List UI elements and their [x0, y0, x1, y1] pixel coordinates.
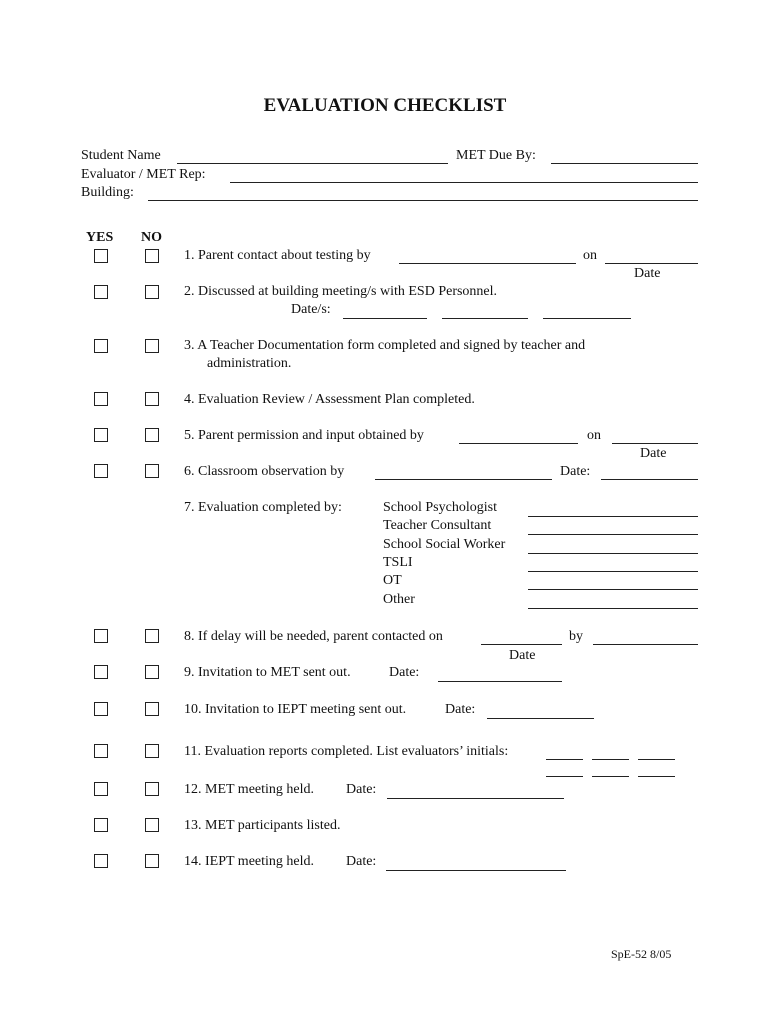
evaluator-label: Evaluator / MET Rep:	[81, 167, 206, 182]
item-14-no-checkbox[interactable]	[145, 854, 159, 868]
building-field[interactable]	[148, 200, 698, 201]
item-5-text: 5. Parent permission and input obtained by	[184, 428, 424, 443]
initials-field[interactable]	[546, 759, 583, 760]
item-10-date-field[interactable]	[487, 718, 594, 719]
item-12-no-checkbox[interactable]	[145, 782, 159, 796]
role-tsli-field[interactable]	[528, 571, 698, 572]
item-10-text: 10. Invitation to IEPT meeting sent out.	[184, 702, 407, 717]
item-5-yes-checkbox[interactable]	[94, 428, 108, 442]
item-9-yes-checkbox[interactable]	[94, 665, 108, 679]
item-11-yes-checkbox[interactable]	[94, 744, 108, 758]
item-6-text: 6. Classroom observation by	[184, 464, 345, 479]
item-1-date-caption: Date	[634, 266, 661, 281]
item-12-yes-checkbox[interactable]	[94, 782, 108, 796]
initials-field[interactable]	[638, 776, 675, 777]
role-other-field[interactable]	[528, 608, 698, 609]
item-1-by-field[interactable]	[399, 263, 576, 264]
item-3-yes-checkbox[interactable]	[94, 339, 108, 353]
student-name-label: Student Name	[81, 148, 161, 163]
evaluator-field[interactable]	[230, 182, 698, 183]
item-3-text-line1: 3. A Teacher Documentation form completed and signed by teacher and	[184, 338, 586, 353]
role-label: Other	[383, 592, 415, 607]
item-13-yes-checkbox[interactable]	[94, 818, 108, 832]
item-7-text: 7. Evaluation completed by:	[184, 500, 342, 515]
item-8-yes-checkbox[interactable]	[94, 629, 108, 643]
role-label: OT	[383, 573, 402, 588]
item-1-on-label: on	[583, 248, 597, 263]
item-14-yes-checkbox[interactable]	[94, 854, 108, 868]
item-4-yes-checkbox[interactable]	[94, 392, 108, 406]
item-12-date-field[interactable]	[387, 798, 564, 799]
item-5-no-checkbox[interactable]	[145, 428, 159, 442]
item-13-text: 13. MET participants listed.	[184, 818, 341, 833]
item-10-no-checkbox[interactable]	[145, 702, 159, 716]
met-due-label: MET Due By:	[456, 148, 536, 163]
item-6-observer-field[interactable]	[375, 479, 552, 480]
item-14-date-field[interactable]	[386, 870, 566, 871]
item-2-date-field-3[interactable]	[543, 318, 631, 319]
met-due-field[interactable]	[551, 163, 698, 164]
item-12-text: 12. MET meeting held.	[184, 782, 314, 797]
item-14-date-label: Date:	[346, 854, 377, 869]
item-2-text: 2. Discussed at building meeting/s with ESD Personnel.	[184, 284, 498, 299]
yes-column-header: YES	[86, 230, 114, 245]
item-5-date-caption: Date	[640, 446, 667, 461]
item-4-no-checkbox[interactable]	[145, 392, 159, 406]
building-label: Building:	[81, 185, 134, 200]
item-2-no-checkbox[interactable]	[145, 285, 159, 299]
item-3-text-line2: administration.	[207, 356, 292, 371]
item-4-text: 4. Evaluation Review / Assessment Plan completed.	[184, 392, 475, 407]
item-5-date-field[interactable]	[612, 443, 698, 444]
item-5-by-field[interactable]	[459, 443, 578, 444]
item-12-date-label: Date:	[346, 782, 377, 797]
role-label: Teacher Consultant	[383, 518, 492, 533]
item-8-by-field[interactable]	[593, 644, 698, 645]
item-9-no-checkbox[interactable]	[145, 665, 159, 679]
item-6-date-field[interactable]	[601, 479, 698, 480]
item-11-no-checkbox[interactable]	[145, 744, 159, 758]
item-10-yes-checkbox[interactable]	[94, 702, 108, 716]
item-14-text: 14. IEPT meeting held.	[184, 854, 314, 869]
item-9-date-label: Date:	[389, 665, 420, 680]
no-column-header: NO	[141, 230, 162, 245]
item-8-date-field[interactable]	[481, 644, 562, 645]
item-6-yes-checkbox[interactable]	[94, 464, 108, 478]
item-11-text: 11. Evaluation reports completed. List evaluators’ initials:	[184, 744, 509, 759]
item-9-text: 9. Invitation to MET sent out.	[184, 665, 351, 680]
student-name-field[interactable]	[177, 163, 448, 164]
role-teacher-consultant-field[interactable]	[528, 534, 698, 535]
item-13-no-checkbox[interactable]	[145, 818, 159, 832]
item-5-on-label: on	[587, 428, 601, 443]
role-school-social-worker-field[interactable]	[528, 553, 698, 554]
item-1-text: 1. Parent contact about testing by	[184, 248, 371, 263]
role-label: School Social Worker	[383, 537, 506, 552]
item-6-no-checkbox[interactable]	[145, 464, 159, 478]
item-3-no-checkbox[interactable]	[145, 339, 159, 353]
item-2-dates-label: Date/s:	[291, 302, 331, 317]
initials-field[interactable]	[638, 759, 675, 760]
form-code: SpE-52 8/05	[611, 947, 672, 961]
item-9-date-field[interactable]	[438, 681, 562, 682]
item-10-date-label: Date:	[445, 702, 476, 717]
role-label: TSLI	[383, 555, 413, 570]
item-6-date-label: Date:	[560, 464, 591, 479]
role-ot-field[interactable]	[528, 589, 698, 590]
initials-field[interactable]	[546, 776, 583, 777]
item-1-date-field[interactable]	[605, 263, 698, 264]
item-1-no-checkbox[interactable]	[145, 249, 159, 263]
item-2-yes-checkbox[interactable]	[94, 285, 108, 299]
item-2-date-field-1[interactable]	[343, 318, 427, 319]
item-8-no-checkbox[interactable]	[145, 629, 159, 643]
initials-field[interactable]	[592, 759, 629, 760]
item-8-text: 8. If delay will be needed, parent contacted on	[184, 629, 443, 644]
item-2-date-field-2[interactable]	[442, 318, 528, 319]
page-title: EVALUATION CHECKLIST	[263, 95, 507, 116]
role-label: School Psychologist	[383, 500, 497, 515]
role-school-psychologist-field[interactable]	[528, 516, 698, 517]
item-8-date-caption: Date	[509, 648, 536, 663]
item-8-by-label: by	[569, 629, 583, 644]
initials-field[interactable]	[592, 776, 629, 777]
item-1-yes-checkbox[interactable]	[94, 249, 108, 263]
